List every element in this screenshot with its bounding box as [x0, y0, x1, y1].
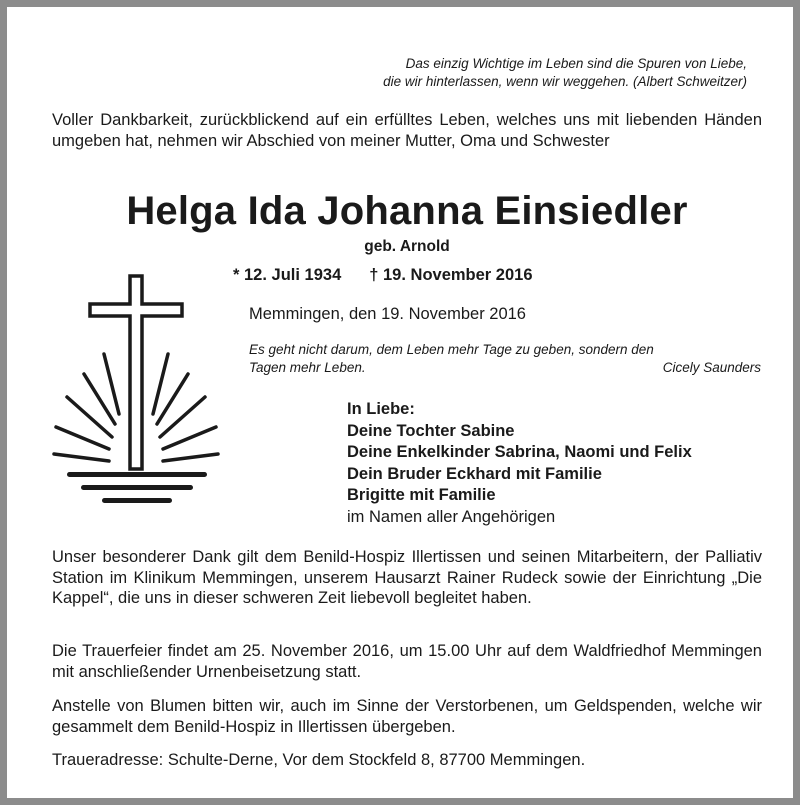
water-lines: [67, 472, 207, 503]
saunders-quote: [249, 341, 761, 377]
mourner-line: Dein Bruder Eckhard mit Familie: [347, 464, 602, 483]
cross-shape: [90, 276, 182, 469]
mourner-line: Deine Tochter Sabine: [347, 421, 515, 440]
place-and-date: Memmingen, den 19. November 2016: [249, 305, 526, 323]
quote-line: Das einzig Wichtige im Leben sind die Spuren von Liebe,: [405, 56, 747, 71]
donation-text: Anstelle von Blumen bitten wir, auch im Sinne der Verstorbenen, um Geldspenden, welche wir gesammelt dem Benild-Hospiz in Illertissen übergeben.: [52, 697, 762, 736]
birth-date: * 12. Juli 1934: [233, 266, 342, 284]
quote-author: Cicely Saunders: [662, 360, 761, 375]
mourners-block: [347, 399, 692, 528]
funeral-text: Die Trauerfeier findet am 25. November 2016, um 15.00 Uhr auf dem Waldfriedhof Memmingen mit anschließender Urnenbeisetzung statt.: [52, 642, 762, 681]
quote-line: die wir hinterlassen, wenn wir weggehen. (Albert Schweitzer): [383, 74, 747, 89]
deceased-name: Helga Ida Johanna Einsiedler: [126, 189, 688, 233]
intro-text: Voller Dankbarkeit, zurückblickend auf ein erfülltes Leben, welches uns mit liebenden Händen umgeben hat, nehmen wir Abschied von meiner Mutter, Oma und Schwester: [52, 111, 762, 150]
thanks-text: Unser besonderer Dank gilt dem Benild-Hospiz Illertissen und seinen Mitarbeitern, der Palliativ Station im Klinikum Memmingen, unserem Hausarzt Rainer Rudeck sowie der Einrichtung „Die Kappel“, die uns in dieser schweren Zeit liebevoll begleitet haben.: [52, 548, 762, 607]
sun-rays: [54, 354, 218, 461]
cross-with-sun-rays-icon: [47, 269, 227, 509]
death-date: † 19. November 2016: [369, 266, 533, 284]
mourner-line: Deine Enkelkinder Sabrina, Naomi und Felix: [347, 443, 692, 461]
quote-line: Tagen mehr Leben.: [249, 360, 366, 375]
mourning-address: Traueradresse: Schulte-Derne, Vor dem Stockfeld 8, 87700 Memmingen.: [52, 751, 586, 769]
schweitzer-quote: [383, 55, 747, 91]
mourners-heading: In Liebe:: [347, 400, 415, 418]
life-dates: [233, 266, 533, 285]
quote-line: Es geht nicht darum, dem Leben mehr Tage zu geben, sondern den: [249, 342, 654, 357]
mourner-line: Brigitte mit Familie: [347, 486, 496, 504]
quote-row: [249, 359, 761, 377]
mourners-closing: im Namen aller Angehörigen: [347, 507, 556, 526]
birth-name: geb. Arnold: [364, 238, 450, 255]
